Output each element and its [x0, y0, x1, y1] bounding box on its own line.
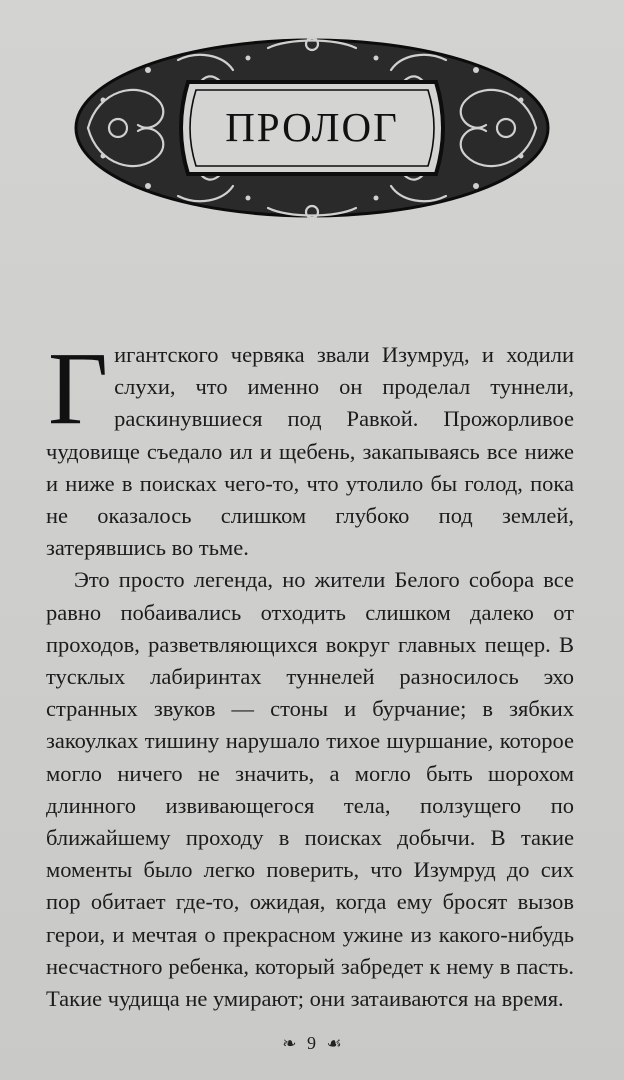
page-footer	[0, 1033, 624, 1054]
paragraph-1	[46, 331, 574, 564]
page-number: 9	[307, 1033, 316, 1053]
drop-cap: Г	[48, 331, 109, 446]
footer-ornament-right-icon: ☙	[326, 1034, 342, 1053]
chapter-title: ПРОЛОГ	[225, 104, 399, 150]
paragraph-2: Это просто легенда, но жители Белого собора все равно побаивались отходить слишком далеко от проходов, разветвляющихся вокруг главных пещер. В тусклых лабиринтах туннелей разносилось эхо странных звуков — стоны и бурчание; в зябких закоулках тишину нарушало тихое шуршание, которое могло ничего не значить, а могло быть шорохом длинного извивающегося тела, ползущего по ближайшему проходу в поисках добычи. В такие моменты было легко поверить, что Изумруд до сих пор обитает где-то, ожидая, когда ему бросят вызов герои, и мечтая о прекрасном ужине из какого-нибудь несчастного ребенка, который забредет к нему в пасть. Такие чудища не умирают; они затаиваются на время.	[46, 567, 574, 1012]
footer-ornament-left-icon: ❧	[282, 1034, 297, 1053]
paragraph-1-text: игантского червяка звали Изумруд, и ходили слухи, что именно он проделал туннели, раскинувшиеся под Равкой. Прожорливое чудовище съедало ил и щебень, закапываясь все ниже и ниже в поисках чего-то, что утолило бы голод, пока не оказалось слишком глубоко под землей, затерявшись во тьме.	[46, 342, 574, 561]
prologue-text	[46, 331, 574, 1015]
